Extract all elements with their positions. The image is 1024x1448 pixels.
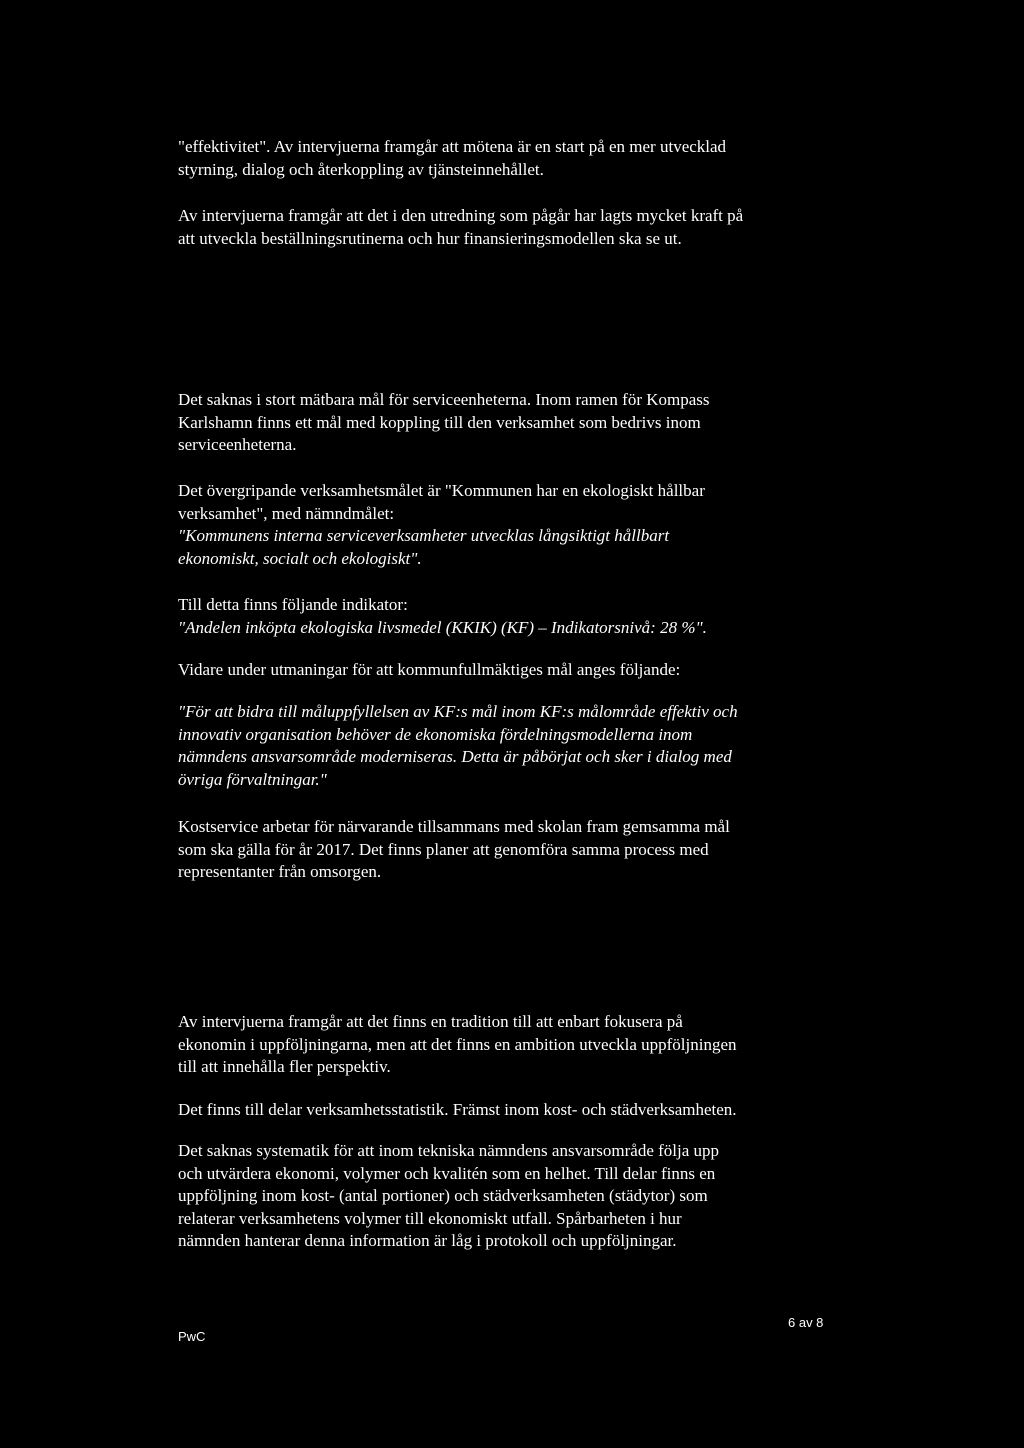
paragraph-challenges: [178, 659, 838, 682]
text-line: att utveckla beställningsrutinerna och hur finansieringsmodellen ska se ut.: [178, 228, 682, 248]
paragraph-1: [178, 136, 838, 181]
text-line: styrning, dialog och återkoppling av tjänsteinnehållet.: [178, 159, 544, 179]
paragraph-kostservice: [178, 816, 838, 884]
text-line: "För att bidra till måluppfyllelsen av KF:s mål inom KF:s målområde effektiv och: [178, 702, 738, 721]
text-line: Det saknas i stort mätbara mål för serviceenheterna. Inom ramen för Kompass: [178, 390, 710, 409]
text-line: Karlshamn finns ett mål med koppling till den verksamhet som bedrivs inom: [178, 412, 701, 432]
paragraph-indicator-intro: [178, 594, 838, 617]
text-line: serviceenheterna.: [178, 435, 297, 454]
text-line: "effektivitet". Av intervjuerna framgår att mötena är en start på en mer utvecklad: [178, 137, 727, 156]
text-line: till att innehålla fler perspektiv.: [178, 1057, 391, 1076]
text-line: som ska gälla för år 2017. Det finns planer att genomföra samma process med: [178, 839, 709, 859]
paragraph-statistics: [178, 1099, 838, 1122]
text-line: representanter från omsorgen.: [178, 862, 382, 881]
text-line: Kostservice arbetar för närvarande tillsammans med skolan fram gemsamma mål: [178, 817, 730, 836]
text-line: "Kommunens interna serviceverksamheter utvecklas långsiktigt hållbart: [178, 526, 670, 545]
text-line: innovativ organisation behöver de ekonomiska fördelningsmodellerna inom: [178, 724, 693, 744]
text-line: Vidare under utmaningar för att kommunfullmäktiges mål anges följande:: [178, 660, 681, 679]
text-line: och utvärdera ekonomi, volymer och kvalitén som en helhet. Till delar finns en: [178, 1163, 716, 1183]
text-line: verksamhet", med nämndmålet:: [178, 503, 395, 523]
indicator-quote: [178, 617, 838, 640]
goal-quote: [178, 525, 838, 570]
text-line: nämndens ansvarsområde moderniseras. Detta är påbörjat och sker i dialog med: [178, 747, 732, 766]
text-line: Det finns till delar verksamhetsstatistik. Främst inom kost- och städverksamheten.: [178, 1100, 737, 1119]
text-line: nämnden hanterar denna information är låg i protokoll och uppföljningar.: [178, 1231, 677, 1250]
challenges-quote: [178, 701, 838, 791]
paragraph-4: [178, 480, 838, 525]
text-line: Av intervjuerna framgår att det i den utredning som pågår har lagts mycket kraft på: [178, 206, 744, 225]
text-line: ekonomin i uppföljningarna, men att det finns en ambition utveckla uppföljningen: [178, 1034, 737, 1054]
text-line: ekonomiskt, socialt och ekologiskt".: [178, 548, 422, 568]
text-line: Det övergripande verksamhetsmålet är "Kommunen har en ekologiskt hållbar: [178, 481, 705, 500]
page-number: 6 av 8: [788, 1315, 824, 1330]
paragraph-followup-tradition: [178, 1011, 838, 1079]
text-line: uppföljning inom kost- (antal portioner) och städverksamheten (städytor) som: [178, 1186, 708, 1205]
paragraph-3: [178, 389, 838, 457]
text-line: Av intervjuerna framgår att det finns en tradition till att enbart fokusera på: [178, 1012, 683, 1031]
text-line: "Andelen inköpta ekologiska livsmedel (KKIK) (KF) – Indikatorsnivå: 28 %".: [178, 618, 707, 637]
text-line: Till detta finns följande indikator:: [178, 595, 408, 614]
footer-brand: PwC: [178, 1329, 206, 1344]
paragraph-2: [178, 205, 838, 250]
text-line: relaterar verksamhetens volymer till ekonomiskt utfall. Spårbarheten i hur: [178, 1208, 682, 1228]
text-line: Det saknas systematik för att inom tekniska nämndens ansvarsområde följa upp: [178, 1141, 720, 1160]
text-line: övriga förvaltningar.": [178, 769, 327, 789]
paragraph-systematics: [178, 1140, 838, 1253]
